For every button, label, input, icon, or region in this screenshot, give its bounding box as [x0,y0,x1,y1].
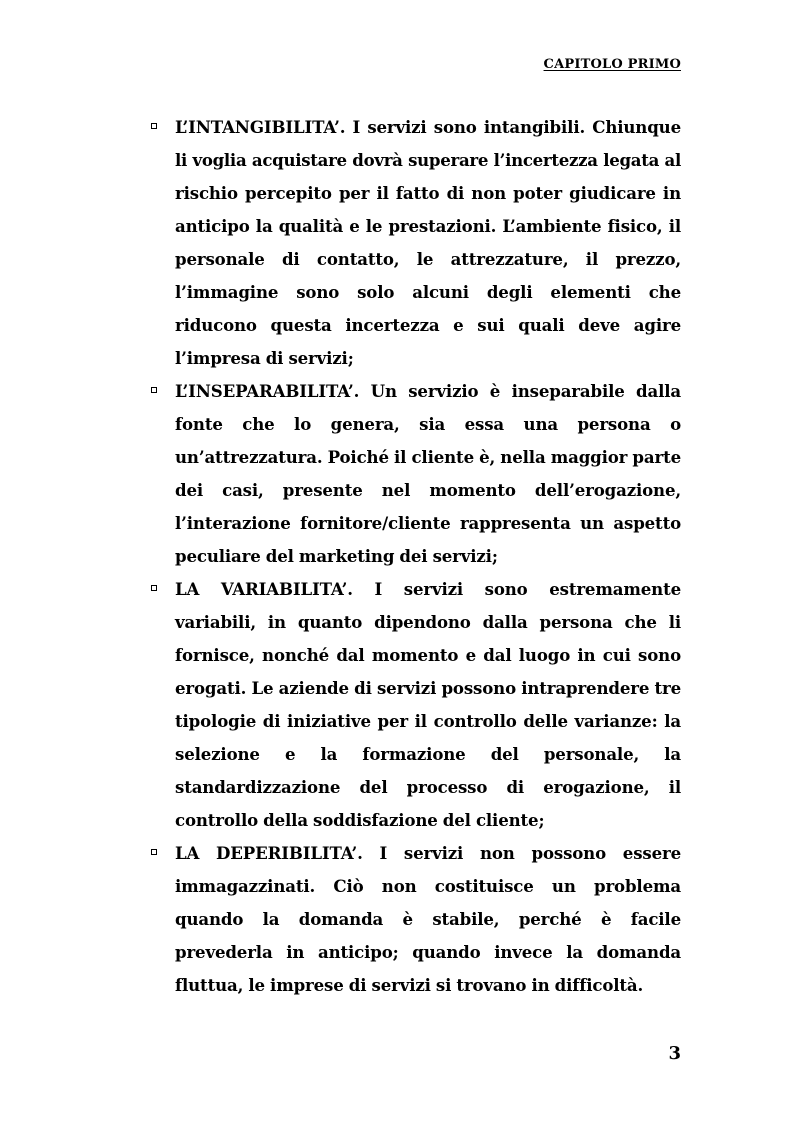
text-line: rischio percepito per il fatto di non poter giudicare in [175,183,681,203]
text-line: fonte che lo genera, sia essa una persona o [175,414,681,434]
text-line: standardizzazione del processo di erogazione, il [175,777,681,797]
paragraph-perishability [175,837,681,1002]
text-line: immagazzinati. Ciò non costituisce un problema [175,876,681,896]
text-line: li voglia acquistare dovrà superare l’incertezza legata al [175,150,681,170]
text-line: prevederla in anticipo; quando invece la domanda [175,942,681,962]
text-line: LA DEPERIBILITA’. I servizi non possono essere [175,843,681,863]
text-line: l’interazione fornitore/cliente rappresenta un aspetto [175,513,681,533]
square-bullet-icon [151,585,157,591]
text-line: un’attrezzatura. Poiché il cliente è, nella maggior parte [175,447,681,467]
square-bullet-icon [151,387,157,393]
text-line: personale di contatto, le attrezzature, il prezzo, [175,249,681,269]
characteristics-list [175,111,681,1002]
text-line: fluttua, le imprese di servizi si trovano in difficoltà. [175,975,644,995]
square-bullet-icon [151,123,157,129]
list-item [175,111,681,375]
text-line: controllo della soddisfazione del cliente; [175,810,545,830]
square-bullet-icon [151,849,157,855]
text-line: l’immagine sono solo alcuni degli elementi che [175,282,681,302]
text-line: LA VARIABILITA’. I servizi sono estremamente [175,579,681,599]
list-item [175,375,681,573]
text-line: quando la domanda è stabile, perché è facile [175,909,681,929]
paragraph-intangibility [175,111,681,375]
list-item [175,837,681,1002]
text-line: anticipo la qualità e le prestazioni. L’ambiente fisico, il [175,216,681,236]
text-line: tipologie di iniziative per il controllo delle varianze: la [175,711,681,731]
text-line: fornisce, nonché dal momento e dal luogo in cui sono [175,645,681,665]
text-line: riducono questa incertezza e sui quali deve agire [175,315,681,335]
text-line: peculiare del marketing dei servizi; [175,546,498,566]
text-line: selezione e la formazione del personale, la [175,744,681,764]
text-line: variabili, in quanto dipendono dalla persona che li [175,612,681,632]
text-line: erogati. Le aziende di servizi possono intraprendere tre [175,678,681,698]
text-line: L’INSEPARABILITA’. Un servizio è inseparabile dalla [175,381,681,401]
text-line: l’impresa di servizi; [175,348,354,368]
page-number: 3 [668,1043,681,1064]
paragraph-inseparability [175,375,681,573]
list-item [175,573,681,837]
paragraph-variability [175,573,681,837]
chapter-header: CAPITOLO PRIMO [543,57,681,72]
text-line: dei casi, presente nel momento dell’erogazione, [175,480,681,500]
text-line: L’INTANGIBILITA’. I servizi sono intangibili. Chiunque [175,117,681,137]
